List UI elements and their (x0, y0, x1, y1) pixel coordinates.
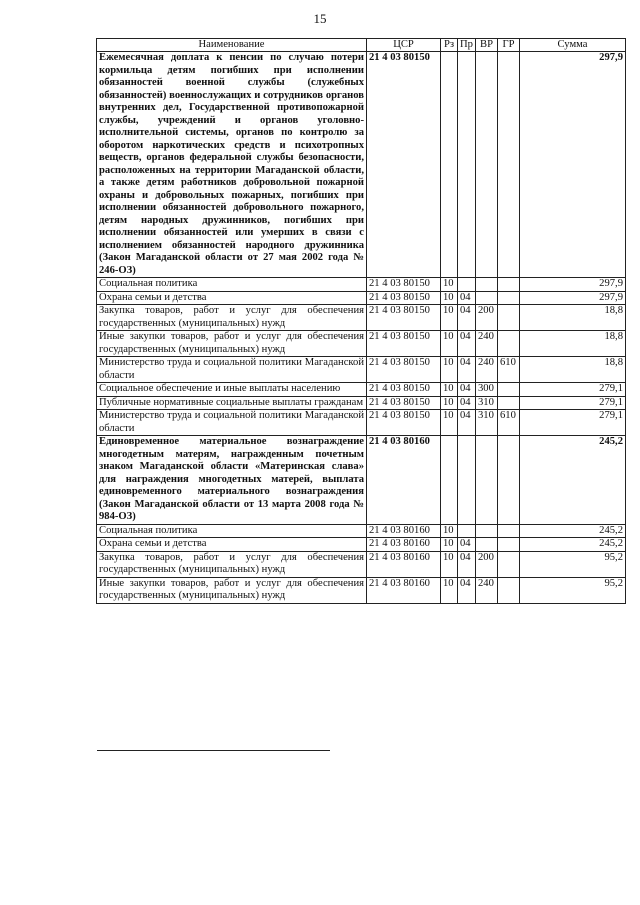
cell-gr (498, 396, 520, 410)
footer-rule (97, 750, 330, 751)
cell-csr: 21 4 03 80160 (367, 538, 441, 552)
cell-name: Публичные нормативные социальные выплаты гражданам (97, 396, 367, 410)
header-rz: Рз (441, 39, 458, 52)
table-row (97, 278, 626, 292)
cell-sum: 297,9 (520, 278, 626, 292)
cell-vr (476, 291, 498, 305)
cell-sum: 18,8 (520, 331, 626, 357)
cell-rz: 10 (441, 396, 458, 410)
cell-rz: 10 (441, 524, 458, 538)
cell-sum: 95,2 (520, 551, 626, 577)
cell-vr: 200 (476, 551, 498, 577)
cell-pr (458, 278, 476, 292)
cell-vr: 310 (476, 410, 498, 436)
cell-csr: 21 4 03 80150 (367, 410, 441, 436)
table-row (97, 577, 626, 603)
cell-name: Иные закупки товаров, работ и услуг для обеспечения государственных (муниципальных) нужд (97, 331, 367, 357)
cell-gr: 610 (498, 410, 520, 436)
header-pr: Пр (458, 39, 476, 52)
cell-name: Единовременное материальное вознаграждение многодетным матерям, награжденным почетным знаком Магаданской области «Материнская слава» для награждения многодетных матерей, выплата единовременного материального вознаграждения (Закон Магаданской области от 13 марта 2008 года № 984-ОЗ) (97, 436, 367, 525)
cell-csr: 21 4 03 80160 (367, 524, 441, 538)
cell-pr: 04 (458, 396, 476, 410)
cell-name: Охрана семьи и детства (97, 538, 367, 552)
cell-pr: 04 (458, 577, 476, 603)
cell-gr (498, 383, 520, 397)
cell-pr (458, 524, 476, 538)
cell-vr (476, 52, 498, 278)
cell-csr: 21 4 03 80160 (367, 577, 441, 603)
cell-pr: 04 (458, 291, 476, 305)
cell-gr (498, 305, 520, 331)
cell-rz: 10 (441, 410, 458, 436)
cell-vr: 240 (476, 577, 498, 603)
cell-vr: 200 (476, 305, 498, 331)
cell-pr: 04 (458, 305, 476, 331)
header-csr: ЦСР (367, 39, 441, 52)
cell-sum: 18,8 (520, 305, 626, 331)
cell-gr (498, 331, 520, 357)
cell-pr: 04 (458, 410, 476, 436)
cell-sum: 18,8 (520, 357, 626, 383)
cell-gr (498, 436, 520, 525)
cell-name: Ежемесячная доплата к пенсии по случаю потери кормильца детям погибших при исполнении обязанностей военной службы (служебных обязанностей) военнослужащих и сотрудников органов внутренних дел, Государственной противопожарной службы, учреждений и органов уголовно-исполнительной системы, органов по контролю за оборотом наркотических средств и психотропных веществ, органов федеральной службы безопасности, расположенных на территории Магаданской области, а также детям работников добровольной пожарной охраны и добровольных пожарных, погибших при исполнении обязанностей добровольного пожарного, детям народных дружинников, погибших при исполнении обязанностей или умерших в связи с исполнением обязанностей народного дружинника (Закон Магаданской области от 27 мая 2002 года № 246-ОЗ) (97, 52, 367, 278)
cell-csr: 21 4 03 80160 (367, 436, 441, 525)
table-row (97, 551, 626, 577)
cell-gr: 610 (498, 357, 520, 383)
header-sum: Сумма (520, 39, 626, 52)
table-row (97, 357, 626, 383)
page-number: 15 (313, 11, 327, 26)
cell-vr: 240 (476, 331, 498, 357)
cell-rz: 10 (441, 357, 458, 383)
cell-rz: 10 (441, 291, 458, 305)
cell-gr (498, 278, 520, 292)
cell-sum: 297,9 (520, 291, 626, 305)
cell-name: Министерство труда и социальной политики Магаданской области (97, 410, 367, 436)
cell-pr: 04 (458, 331, 476, 357)
cell-name: Охрана семьи и детства (97, 291, 367, 305)
table-row (97, 538, 626, 552)
cell-name: Министерство труда и социальной политики Магаданской области (97, 357, 367, 383)
table-row (97, 305, 626, 331)
cell-gr (498, 551, 520, 577)
cell-rz: 10 (441, 538, 458, 552)
cell-gr (498, 52, 520, 278)
table-row (97, 436, 626, 525)
cell-rz: 10 (441, 577, 458, 603)
cell-sum: 279,1 (520, 396, 626, 410)
cell-sum: 95,2 (520, 577, 626, 603)
cell-sum: 279,1 (520, 383, 626, 397)
cell-name: Закупка товаров, работ и услуг для обеспечения государственных (муниципальных) нужд (97, 551, 367, 577)
table-row (97, 383, 626, 397)
header-name: Наименование (97, 39, 367, 52)
cell-name: Иные закупки товаров, работ и услуг для обеспечения государственных (муниципальных) нужд (97, 577, 367, 603)
table-row (97, 524, 626, 538)
cell-pr (458, 436, 476, 525)
cell-gr (498, 577, 520, 603)
cell-sum: 297,9 (520, 52, 626, 278)
table-row (97, 52, 626, 278)
cell-csr: 21 4 03 80150 (367, 396, 441, 410)
cell-name: Социальная политика (97, 278, 367, 292)
cell-csr: 21 4 03 80150 (367, 357, 441, 383)
table-body (97, 52, 626, 604)
cell-name: Социальное обеспечение и иные выплаты населению (97, 383, 367, 397)
cell-sum: 279,1 (520, 410, 626, 436)
cell-sum: 245,2 (520, 538, 626, 552)
cell-csr: 21 4 03 80150 (367, 52, 441, 278)
cell-csr: 21 4 03 80150 (367, 383, 441, 397)
table-row (97, 410, 626, 436)
table-header (97, 39, 626, 52)
cell-pr (458, 52, 476, 278)
cell-vr: 240 (476, 357, 498, 383)
budget-table (96, 38, 626, 604)
cell-sum: 245,2 (520, 436, 626, 525)
cell-pr: 04 (458, 551, 476, 577)
cell-vr: 300 (476, 383, 498, 397)
cell-vr (476, 524, 498, 538)
cell-csr: 21 4 03 80150 (367, 331, 441, 357)
cell-vr (476, 538, 498, 552)
cell-vr: 310 (476, 396, 498, 410)
cell-gr (498, 538, 520, 552)
header-vr: ВР (476, 39, 498, 52)
cell-rz: 10 (441, 551, 458, 577)
cell-sum: 245,2 (520, 524, 626, 538)
cell-gr (498, 524, 520, 538)
cell-csr: 21 4 03 80150 (367, 291, 441, 305)
cell-pr: 04 (458, 383, 476, 397)
cell-csr: 21 4 03 80150 (367, 278, 441, 292)
cell-pr: 04 (458, 357, 476, 383)
cell-rz: 10 (441, 278, 458, 292)
cell-vr (476, 436, 498, 525)
table-row (97, 331, 626, 357)
cell-rz (441, 436, 458, 525)
table-row (97, 291, 626, 305)
cell-rz: 10 (441, 383, 458, 397)
cell-rz (441, 52, 458, 278)
table-row (97, 396, 626, 410)
cell-csr: 21 4 03 80150 (367, 305, 441, 331)
cell-name: Социальная политика (97, 524, 367, 538)
cell-rz: 10 (441, 331, 458, 357)
cell-gr (498, 291, 520, 305)
cell-pr: 04 (458, 538, 476, 552)
header-gr: ГР (498, 39, 520, 52)
cell-name: Закупка товаров, работ и услуг для обеспечения государственных (муниципальных) нужд (97, 305, 367, 331)
cell-rz: 10 (441, 305, 458, 331)
cell-vr (476, 278, 498, 292)
cell-csr: 21 4 03 80160 (367, 551, 441, 577)
